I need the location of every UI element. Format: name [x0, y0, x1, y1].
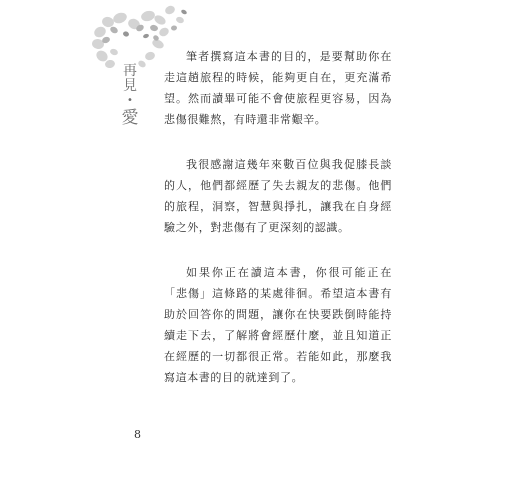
paragraph-3: 如果你正在讀這本書，你很可能正在「悲傷」這條路的某處徘徊。希望這本書有助於回答你的問題，讓你在快要跌倒時能持續走下去，了解將會經歷什麼，並且知道正在經歷的一切都很正常。若能如此，那麼我寫這本書的目的就達到了。 [164, 266, 392, 384]
vertical-book-title [120, 64, 140, 128]
paragraph-1: 筆者撰寫這本書的目的，是要幫助你在走這趟旅程的時候，能夠更自在，更充滿希望。然而讀畢可能不會使旅程更容易，因為悲傷很難熬，有時還非常艱辛。 [164, 50, 392, 126]
body-text [164, 46, 392, 412]
page-number: 8 [134, 428, 141, 441]
title-line-1: 再見 [123, 63, 137, 94]
title-separator-dot: • [127, 95, 133, 106]
title-line-2: 愛 [121, 108, 139, 128]
paragraph-2: 我很感謝這幾年來數百位與我促膝長談的人，他們都經歷了失去親友的悲傷。他們的旅程，洞察，智慧與掙扎，讓我在自身經驗之外，對悲傷有了更深刻的認識。 [164, 158, 392, 234]
